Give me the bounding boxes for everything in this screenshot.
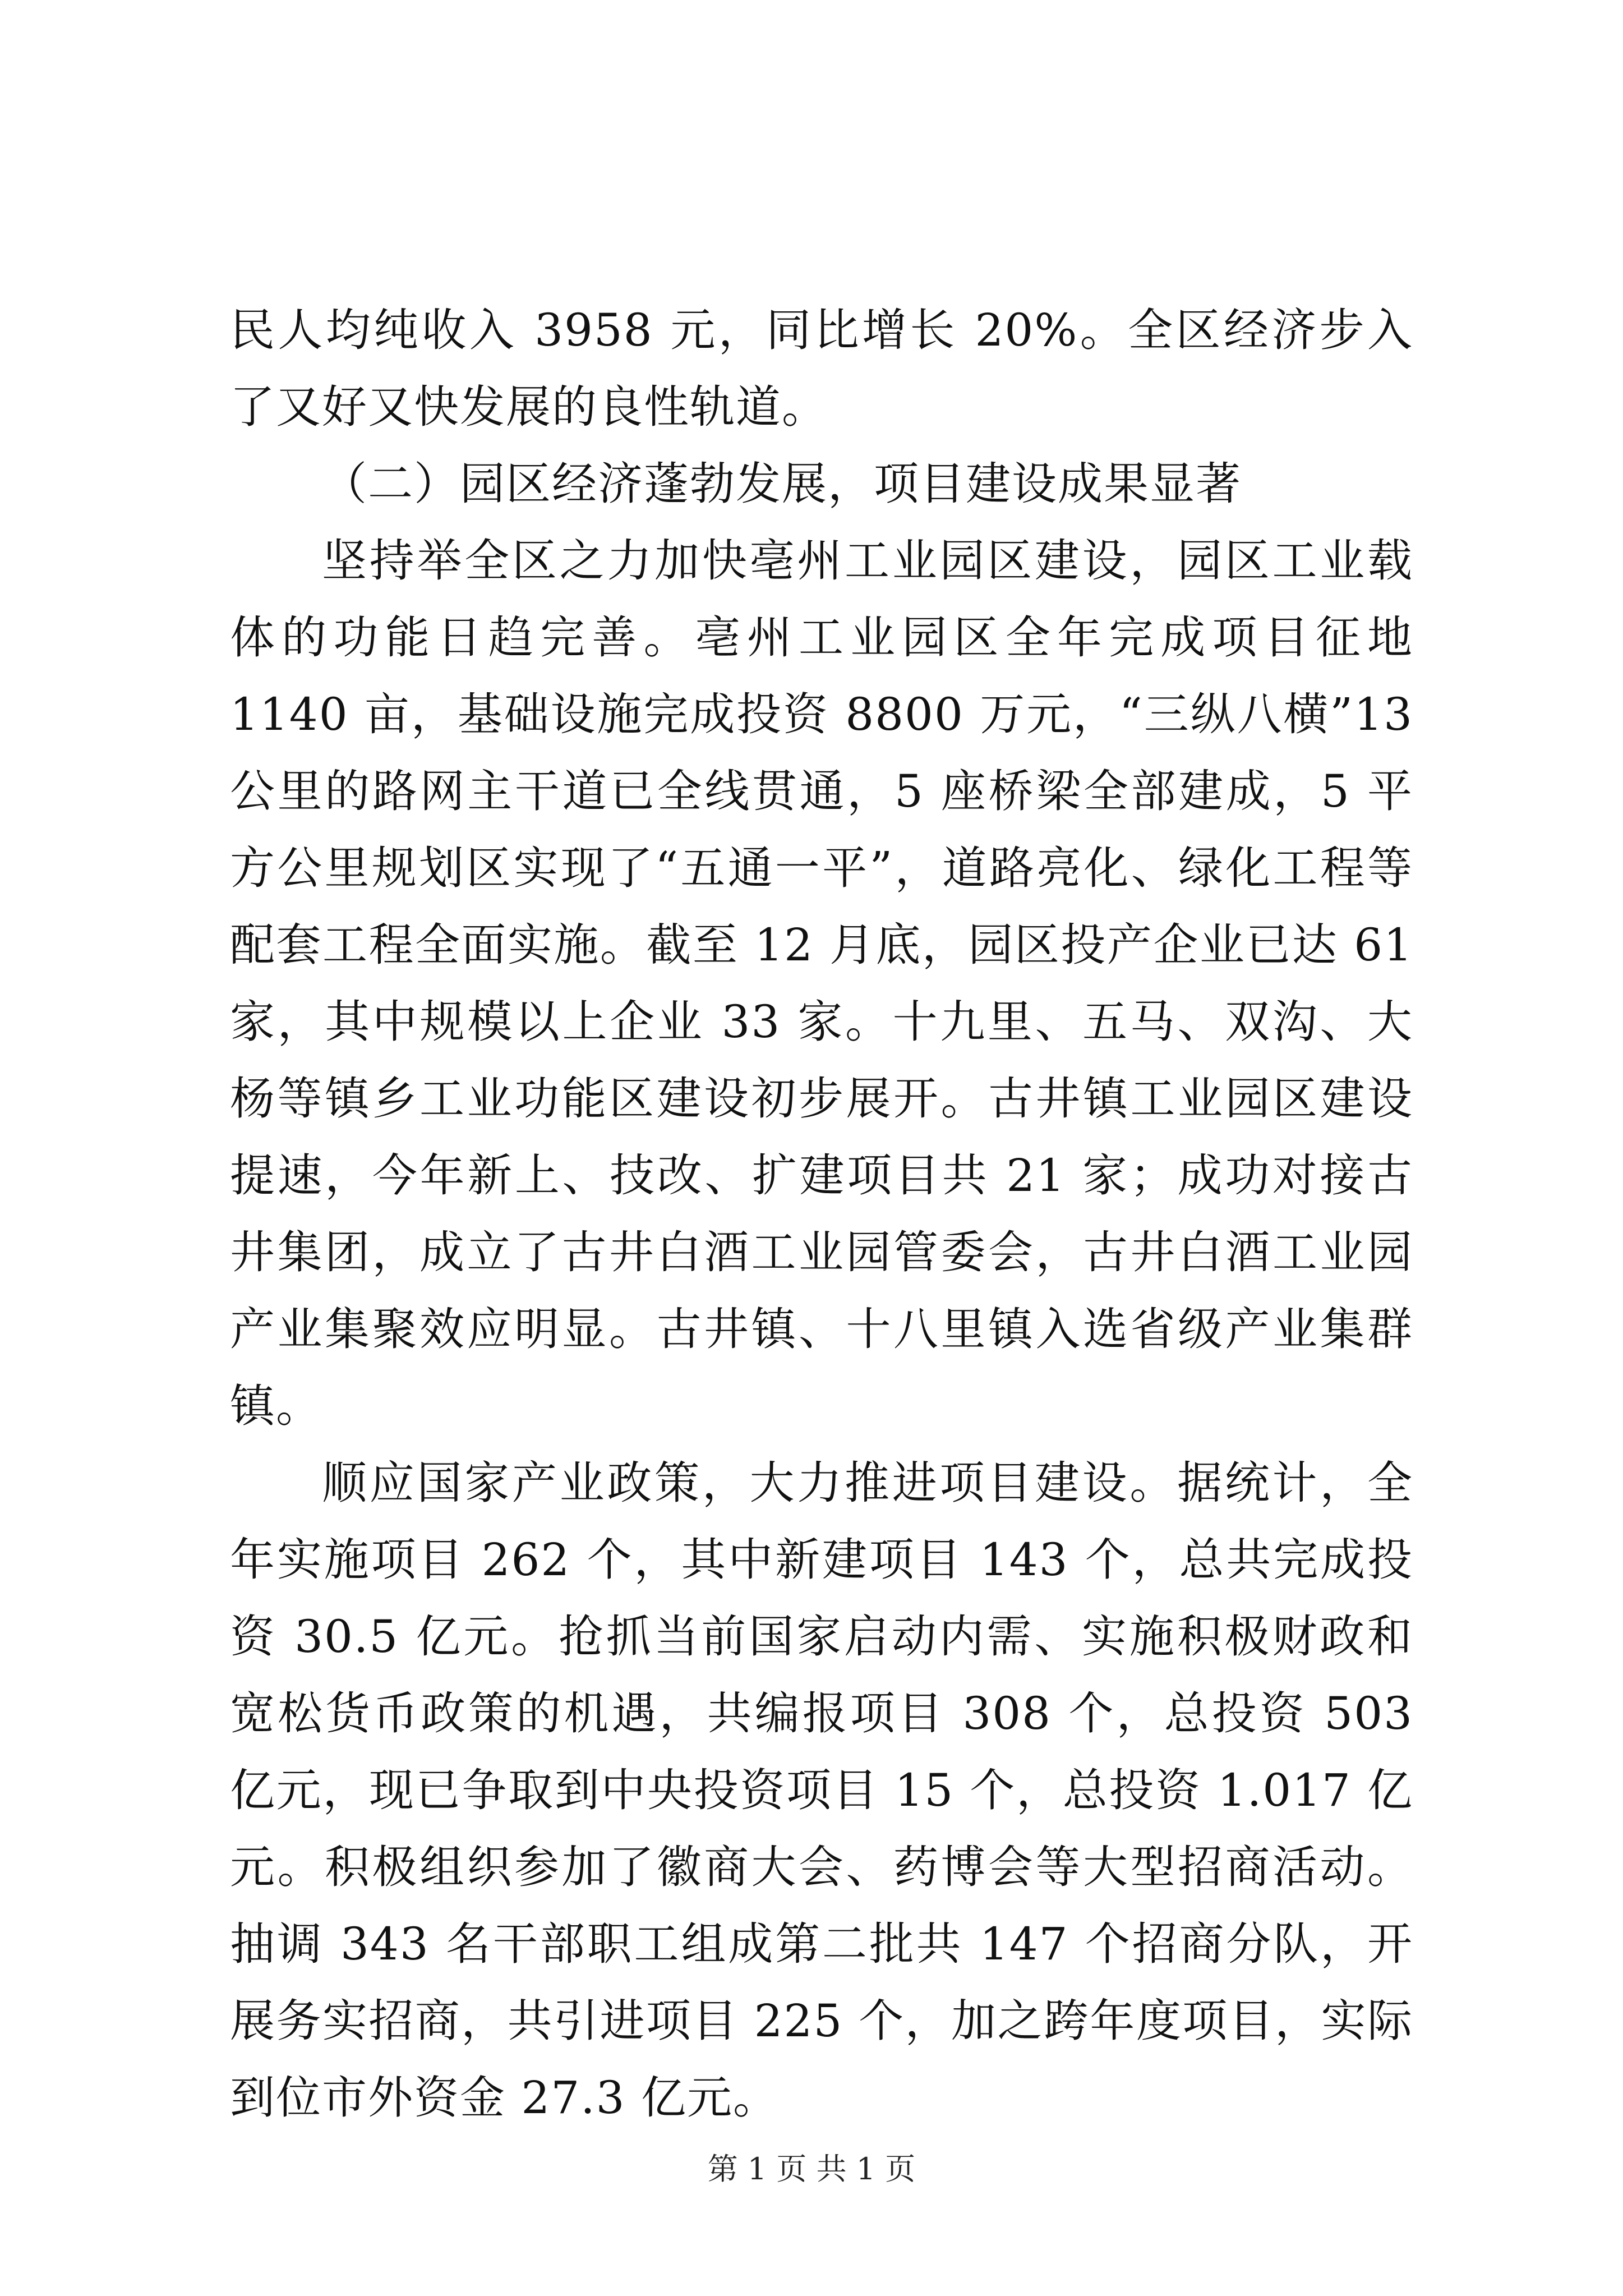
document-body: [230, 292, 1413, 2136]
paragraph-project-construction: 顺应国家产业政策，大力推进项目建设。据统计，全年实施项目 262 个，其中新建项目 143 个，总共完成投资 30.5 亿元。抢抓当前国家启动内需、实施积极财政和宽松货币政策的机遇，共编报项目 308 个，总投资 503 亿元，现已争取到中央投资项目 15 个，总投资 1.017 亿元。积极组织参加了徽商大会、药博会等大型招商活动。抽调 343 名干部职工组成第二批共 147 个招商分队，开展务实招商，共引进项目 225 个，加之跨年度项目，实际到位市外资金 27.3 亿元。: [230, 1457, 1413, 2124]
page-footer: 第 1 页 共 1 页: [707, 2151, 916, 2187]
section-heading: （二）园区经济蓬勃发展，项目建设成果显著: [322, 458, 1242, 510]
paragraph-continuation: 民人均纯收入 3958 元，同比增长 20%。全区经济步入了又好又快发展的良性轨道。: [230, 304, 1413, 433]
paragraph-industrial-park: 坚持举全区之力加快亳州工业园区建设，园区工业载体的功能日趋完善。亳州工业园区全年完成项目征地 1140 亩，基础设施完成投资 8800 万元，“三纵八横”13 公里的路网主干道已全线贯通，5 座桥梁全部建成，5 平方公里规划区实现了“五通一平”，道路亮化、绿化工程等配套工程全面实施。截至 12 月底，园区投产企业已达 61 家，其中规模以上企业 33 家。十九里、五马、双沟、大杨等镇乡工业功能区建设初步展开。古井镇工业园区建设提速，今年新上、技改、扩建项目共 21 家；成功对接古井集团，成立了古井白酒工业园管委会，古井白酒工业园产业集聚效应明显。古井镇、十八里镇入选省级产业集群镇。: [230, 535, 1413, 1432]
